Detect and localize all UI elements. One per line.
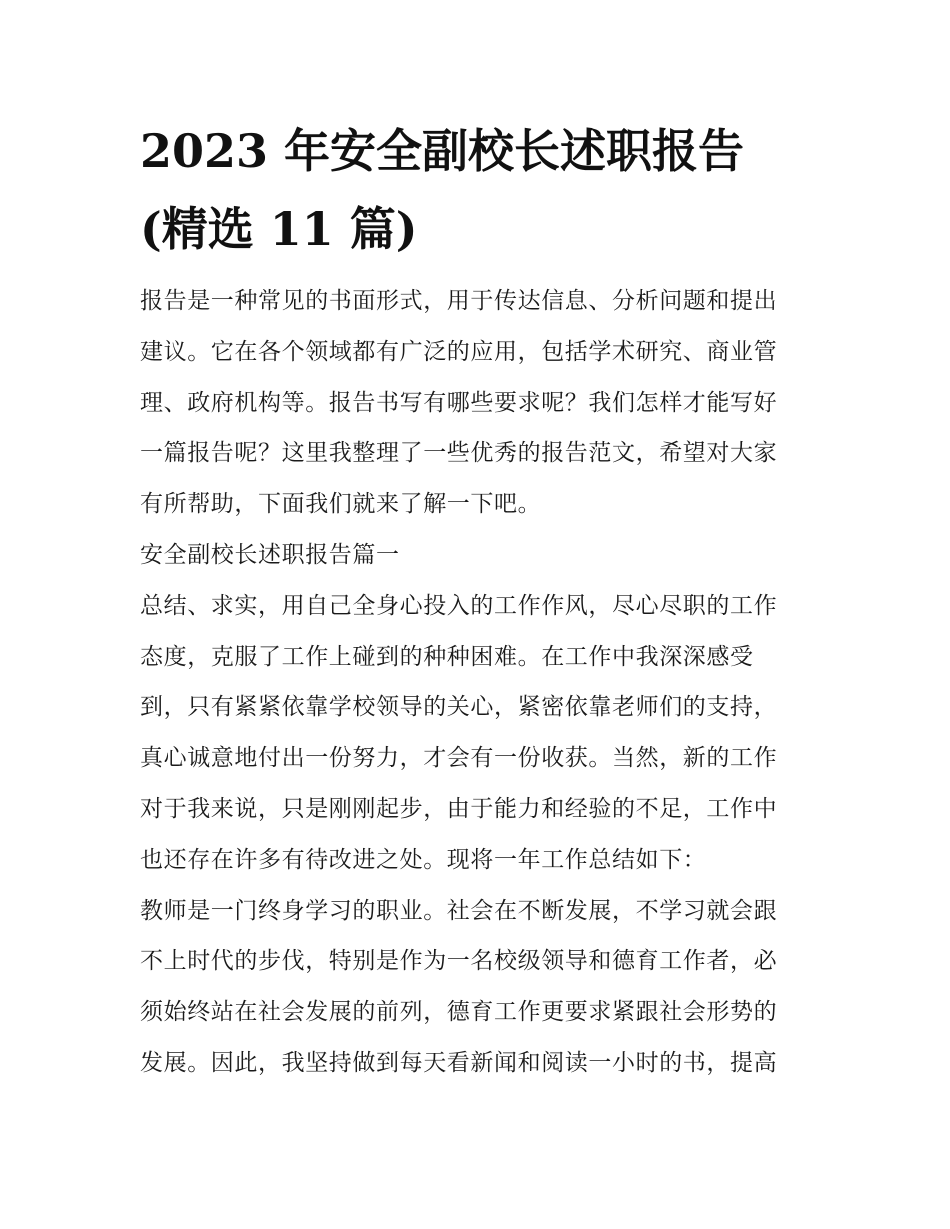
document-body [140, 276, 812, 1089]
paragraph-line: 真心诚意地付出一份努力，才会有一份收获。当然，新的工作 [140, 745, 778, 772]
paragraph-line: 不上时代的步伐，特别是作为一名校级领导和德育工作者，必 [140, 948, 778, 975]
paragraph-line: 态度，克服了工作上碰到的种种困难。在工作中我深深感受 [140, 643, 754, 670]
paragraph-line: 报告是一种常见的书面形式，用于传达信息、分析问题和提出 [140, 288, 778, 314]
paragraph-line: 总结、求实，用自己全身心投入的工作作风，尽心尽职的工作 [140, 592, 778, 619]
document-title [140, 112, 820, 268]
paragraph-line: 理、政府机构等。报告书写有哪些要求呢？我们怎样才能写好 [140, 389, 778, 416]
section-heading: 安全副校长述职报告篇一 [140, 541, 400, 568]
paragraph-line: 教师是一门终身学习的职业。社会在不断发展，不学习就会跟 [140, 897, 778, 924]
paragraph-line: 到，只有紧紧依靠学校领导的关心，紧密依靠老师们的支持， [140, 694, 778, 721]
title-line: (精选 11 篇) [140, 202, 418, 256]
paragraph-line: 有所帮助，下面我们就来了解一下吧。 [140, 491, 542, 518]
paragraph-line: 一篇报告呢？这里我整理了一些优秀的报告范文，希望对大家 [140, 440, 778, 467]
paragraph-line: 对于我来说，只是刚刚起步，由于能力和经验的不足，工作中 [140, 795, 778, 822]
paragraph-line: 发展。因此，我坚持做到每天看新闻和阅读一小时的书，提高 [140, 1049, 778, 1076]
paragraph-line: 建议。它在各个领域都有广泛的应用，包括学术研究、商业管 [140, 338, 778, 365]
paragraph-line: 须始终站在社会发展的前列，德育工作更要求紧跟社会形势的 [140, 999, 778, 1026]
title-line: 2023 年安全副校长述职报告 [140, 124, 745, 178]
paragraph-line: 也还存在许多有待改进之处。现将一年工作总结如下： [140, 846, 707, 873]
